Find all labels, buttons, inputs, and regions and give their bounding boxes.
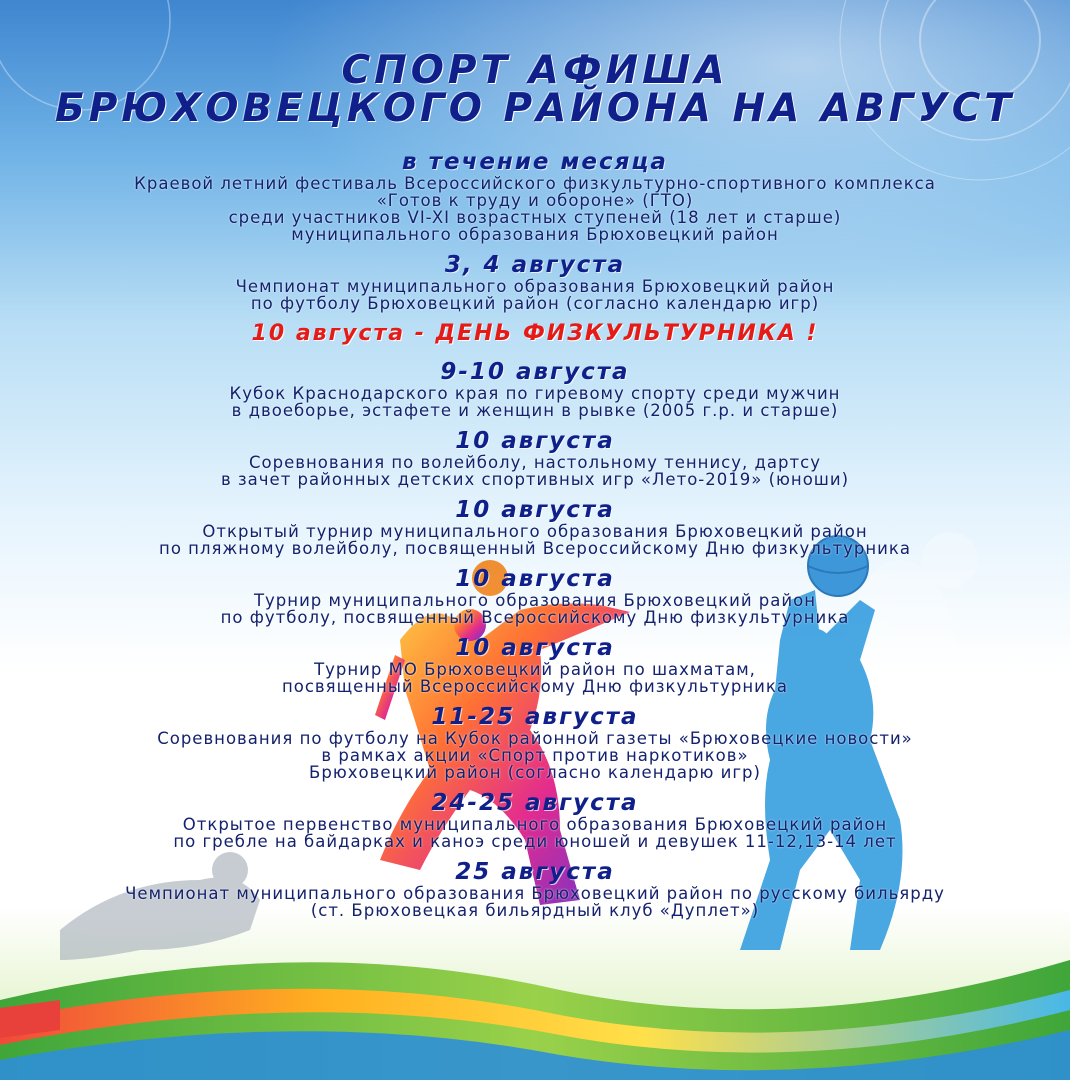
event-description-line: Брюховецкий район (согласно календарю игр) bbox=[309, 763, 761, 782]
events-group-top bbox=[134, 150, 936, 312]
event-date: 9-10 августа bbox=[440, 359, 630, 385]
event-date: 10 августа bbox=[455, 497, 615, 523]
event-description-line: в двоеборье, эстафете и женщин в рывке (2005 г.р. и старше) bbox=[231, 401, 839, 420]
event-description-line: посвященный Всероссийскому Дню физкультурника bbox=[281, 677, 788, 696]
events-list bbox=[30, 150, 1040, 919]
event-item bbox=[134, 150, 936, 243]
events-group-bottom bbox=[125, 360, 945, 919]
event-item bbox=[236, 253, 835, 312]
event-description-line: «Готов к труду и обороне» (ГТО) bbox=[376, 191, 694, 210]
event-item bbox=[159, 498, 911, 557]
event-description-line: по гребле на байдарках и каноэ среди юношей и девушек 11-12,13-14 лет bbox=[173, 832, 897, 851]
event-description-line: Турнир МО Брюховецкий район по шахматам, bbox=[314, 660, 756, 679]
event-item bbox=[282, 636, 788, 695]
event-item bbox=[125, 860, 945, 919]
event-date: в течение месяца bbox=[402, 149, 668, 175]
event-description-line: Соревнования по футболу на Кубок районной газеты «Брюховецкие новости» bbox=[157, 729, 913, 748]
event-item bbox=[230, 360, 841, 419]
event-date: 10 августа bbox=[455, 635, 615, 661]
event-item bbox=[221, 567, 850, 626]
event-item bbox=[173, 791, 896, 850]
poster-subtitle: БРЮХОВЕЦКОГО РАЙОНА НА АВГУСТ bbox=[55, 86, 1015, 131]
event-date: 24-25 августа bbox=[431, 790, 639, 816]
event-description-line: Чемпионат муниципального образования Брюховецкий район bbox=[235, 277, 835, 296]
event-item bbox=[157, 705, 913, 781]
event-description-line: Открытый турнир муниципального образования Брюховецкий район bbox=[202, 522, 868, 541]
event-description-line: Соревнования по волейболу, настольному теннису, дартсу bbox=[249, 453, 821, 472]
event-description-line: по футболу Брюховецкий район (согласно календарю игр) bbox=[250, 294, 820, 313]
event-date: 10 августа bbox=[455, 428, 615, 454]
event-description-line: Краевой летний фестиваль Всероссийского физкультурно-спортивного комплекса bbox=[134, 174, 936, 193]
event-date: 10 августа bbox=[455, 566, 615, 592]
event-description-line: по пляжному волейболу, посвященный Всероссийскому Дню физкультурника bbox=[159, 539, 911, 558]
event-description-line: по футболу, посвященный Всероссийскому Дню физкультурника bbox=[220, 608, 850, 627]
event-description-line: Кубок Краснодарского края по гиревому спорту среди мужчин bbox=[229, 384, 841, 403]
event-date: 11-25 августа bbox=[431, 704, 639, 730]
event-description-line: Турнир муниципального образования Брюховецкий район bbox=[253, 591, 816, 610]
event-date: 25 августа bbox=[455, 859, 615, 885]
event-item bbox=[221, 429, 849, 488]
special-day-banner: 10 августа - ДЕНЬ ФИЗКУЛЬТУРНИКА ! bbox=[251, 321, 819, 346]
event-description-line: (ст. Брюховецкая бильярдный клуб «Дуплет») bbox=[310, 901, 760, 920]
event-description-line: среди участников VI-XI возрастных ступеней (18 лет и старше) bbox=[228, 208, 842, 227]
event-description-line: муниципального образования Брюховецкий район bbox=[291, 225, 779, 244]
event-date: 3, 4 августа bbox=[444, 252, 626, 278]
event-description-line: в рамках акции «Спорт против наркотиков» bbox=[321, 746, 749, 765]
poster-title: СПОРТ АФИША bbox=[341, 48, 729, 93]
event-description-line: Чемпионат муниципального образования Брюховецкий район по русскому бильярду bbox=[125, 884, 945, 903]
event-description-line: в зачет районных детских спортивных игр «Лето-2019» (юноши) bbox=[220, 470, 850, 489]
event-description-line: Открытое первенство муниципального образования Брюховецкий район bbox=[182, 815, 888, 834]
